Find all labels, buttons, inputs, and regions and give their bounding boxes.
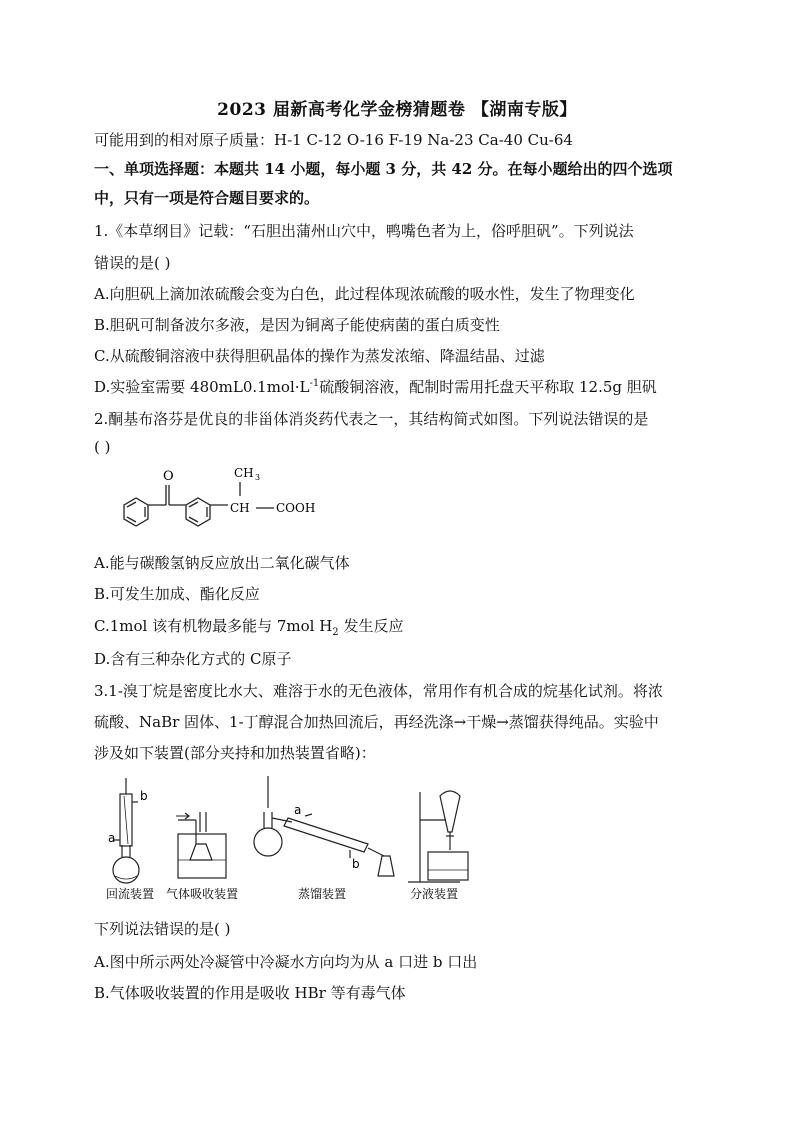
q2-option-c-subscript: 2 xyxy=(332,627,339,638)
q1-stem-line-1: 1.《本草纲目》记载：“石胆出蒲州山穴中，鸭嘴色者为上，俗呼胆矾”。下列说法 xyxy=(94,222,634,240)
ketoprofen-structure xyxy=(118,462,338,534)
distillation-apparatus xyxy=(254,776,394,876)
cooh-label: COOH xyxy=(276,501,316,515)
q3-option-b: B.气体吸收装置的作用是吸收 HBr 等有毒气体 xyxy=(94,984,406,1002)
reflux-port-a: a xyxy=(108,831,116,845)
reflux-caption: 回流装置 xyxy=(106,887,155,901)
q2-option-d: D.含有三种杂化方式的 C原子 xyxy=(94,650,292,668)
q1-option-d-text: D.实验室需要 480mL0.1mol·L xyxy=(94,378,310,396)
q3-question-line: 下列说法错误的是( ) xyxy=(94,920,231,938)
distillation-caption: 蒸馏装置 xyxy=(298,887,347,901)
q2-option-b: B.可发生加成、酯化反应 xyxy=(94,585,260,603)
methyl-subscript: 3 xyxy=(255,473,261,482)
oxygen-label: O xyxy=(163,469,174,484)
q1-option-b: B.胆矾可制备波尔多液，是因为铜离子能使病菌的蛋白质变性 xyxy=(94,316,500,334)
ch-label: CH xyxy=(230,501,250,515)
section-heading-line-1: 一、单项选择题：本题共 14 小题，每小题 3 分，共 42 分。在每小题给出的四个选项 xyxy=(94,160,673,178)
q1-option-a: A.向胆矾上滴加浓硫酸会变为白色，此过程体现浓硫酸的吸水性，发生了物理变化 xyxy=(94,285,635,303)
gas-absorption-caption: 气体吸收装置 xyxy=(166,887,239,901)
q1-stem-line-2: 错误的是( ) xyxy=(94,254,171,272)
q3-stem-line-2: 硫酸、NaBr 固体、1-丁醇混合加热回流后，再经洗涤→干燥→蒸馏获得纯品。实验中 xyxy=(94,713,659,731)
methyl-label: CH xyxy=(234,466,254,480)
q3-stem-line-3: 涉及如下装置(部分夹持和加热装置省略)： xyxy=(94,744,376,762)
q2-stem-line-2: ( ) xyxy=(94,438,111,456)
q2-option-a: A.能与碳酸氢钠反应放出二氧化碳气体 xyxy=(94,554,350,572)
q1-option-d xyxy=(94,376,714,397)
q3-option-a: A.图中所示两处冷凝管中冷凝水方向均为从 a 口进 b 口出 xyxy=(94,953,478,971)
q2-option-c-text-end: 发生反应 xyxy=(338,617,404,635)
page-title: 2023 届新高考化学金榜猜题卷 【湖南专版】 xyxy=(217,100,577,120)
separation-caption: 分液装置 xyxy=(410,887,459,901)
q1-option-d-text-end: 硫酸铜溶液，配制时需用托盘天平称取 12.5g 胆矾 xyxy=(319,378,657,396)
separatory-funnel-apparatus xyxy=(408,791,468,882)
q1-option-c: C.从硫酸铜溶液中获得胆矾晶体的操作为蒸发浓缩、降温结晶、过滤 xyxy=(94,347,545,365)
q1-option-d-superscript: -1 xyxy=(309,378,320,389)
reflux-apparatus xyxy=(113,778,139,883)
reflux-port-b: b xyxy=(140,789,148,803)
section-heading-line-2: 中，只有一项是符合题目要求的。 xyxy=(94,189,320,207)
condenser-port-a: a xyxy=(294,803,302,817)
gas-absorption-apparatus xyxy=(176,812,226,878)
lab-apparatus-figure xyxy=(100,772,480,906)
q2-stem-line-1: 2.酮基布洛芬是优良的非甾体消炎药代表之一，其结构简式如图。下列说法错误的是 xyxy=(94,410,649,428)
q2-option-c xyxy=(94,615,714,638)
q2-option-c-text: C.1mol 该有机物最多能与 7mol H xyxy=(94,617,333,635)
q3-stem-line-1: 3.1-溴丁烷是密度比水大、难溶于水的无色液体，常用作有机合成的烷基化试剂。将浓 xyxy=(94,682,663,700)
atomic-masses-line: 可能用到的相对原子质量：H-1 C-12 O-16 F-19 Na-23 Ca-40 Cu-64 xyxy=(94,131,573,149)
condenser-port-b: b xyxy=(352,857,360,871)
